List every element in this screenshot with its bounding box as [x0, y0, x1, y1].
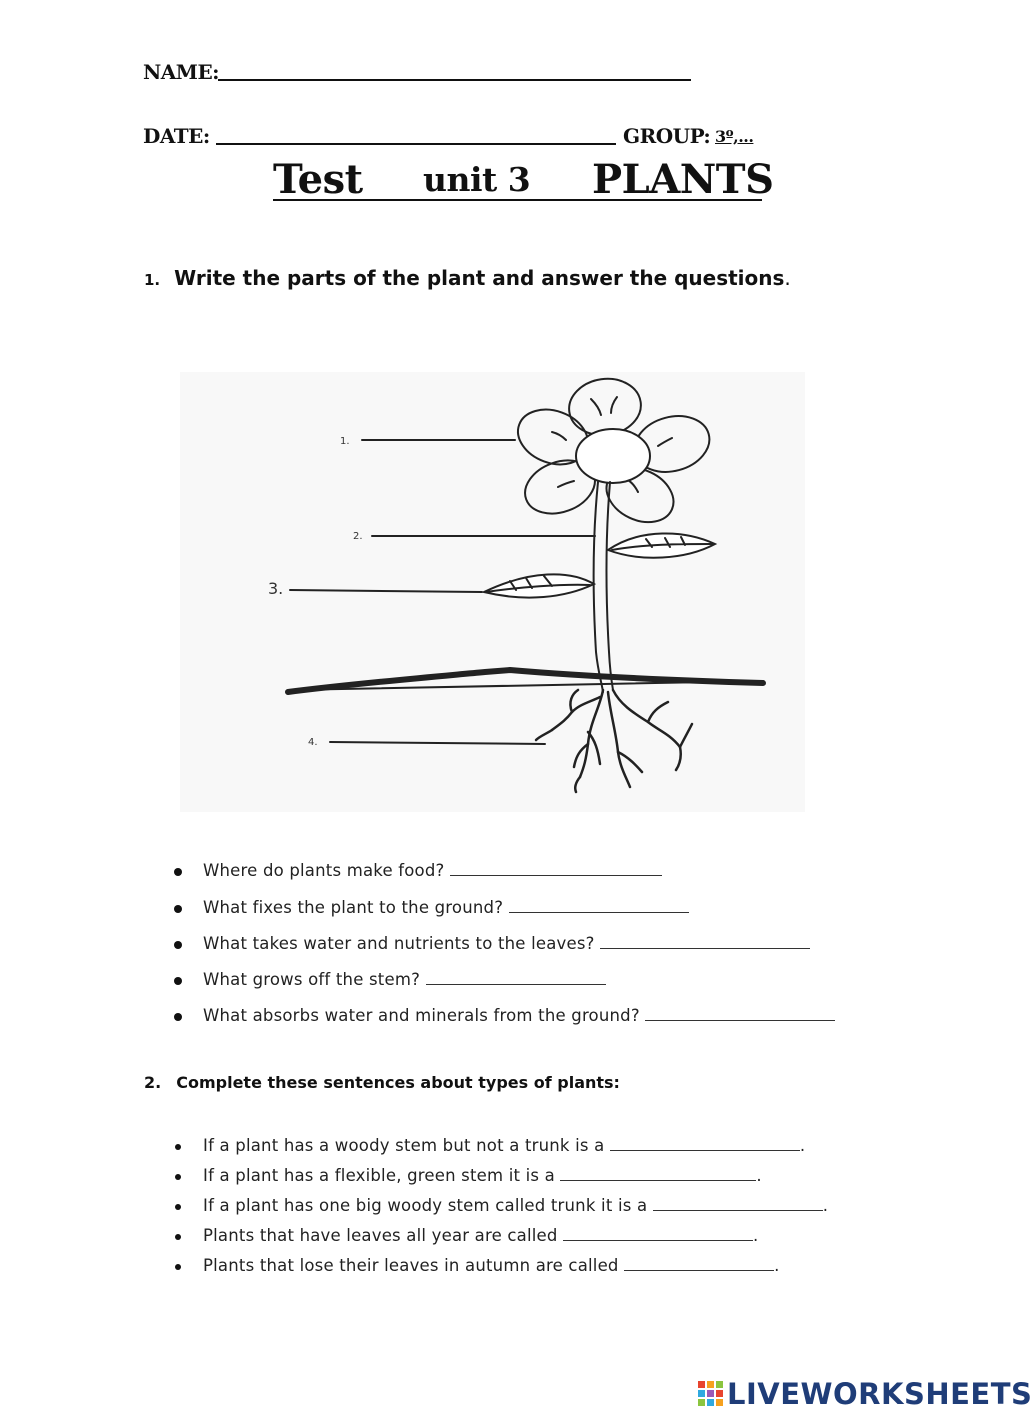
title-test: Test: [273, 156, 363, 203]
list-item: [170, 1136, 828, 1155]
diagram-label-3: 3.: [268, 579, 284, 598]
answer-blank[interactable]: [509, 898, 689, 913]
answer-blank[interactable]: [653, 1196, 823, 1211]
sentence-end: .: [822, 1196, 829, 1215]
sentence-end: .: [774, 1256, 780, 1275]
question-text: Where do plants make food?: [203, 861, 445, 880]
answer-blank[interactable]: [645, 1006, 835, 1021]
list-item: [170, 1006, 835, 1025]
answer-blank[interactable]: [563, 1226, 753, 1241]
sentence-end: .: [756, 1166, 762, 1185]
diagram-label-4: 4.: [308, 737, 318, 748]
list-item: [170, 861, 835, 880]
list-item: [170, 1196, 828, 1215]
group-label: GROUP:: [623, 124, 711, 148]
name-field[interactable]: [218, 79, 691, 81]
diagram-label-1: 1.: [340, 436, 350, 447]
question-2-text: Complete these sentences about types of plants:: [176, 1073, 620, 1092]
answer-blank[interactable]: [600, 934, 810, 949]
title-plants: PLANTS: [592, 156, 774, 203]
title-underline: [273, 199, 762, 201]
flower-center: [576, 429, 650, 483]
sentence-text: Plants that lose their leaves in autumn are called: [203, 1256, 619, 1275]
liveworksheets-logo: [697, 1377, 1032, 1411]
question-1-list: [170, 861, 835, 1025]
plant-diagram: [180, 372, 805, 812]
diagram-label-2: 2.: [353, 531, 363, 542]
answer-blank[interactable]: [450, 861, 662, 876]
name-label: NAME:: [143, 60, 220, 84]
title-unit: unit 3: [423, 160, 531, 199]
answer-blank[interactable]: [610, 1136, 800, 1151]
logo-icon: [697, 1380, 725, 1408]
list-item: [170, 898, 835, 917]
sentence-end: .: [799, 1136, 806, 1155]
sentence-text: If a plant has a flexible, green stem it is a: [203, 1166, 555, 1185]
sentence-text: Plants that have leaves all year are called: [203, 1226, 558, 1245]
sentence-end: .: [753, 1226, 759, 1245]
list-item: [170, 934, 835, 953]
question-2-heading: [144, 1073, 620, 1092]
list-item: [170, 1226, 828, 1245]
question-1-period: .: [784, 266, 791, 290]
question-2-number: 2.: [144, 1073, 162, 1092]
list-item: [170, 1256, 828, 1275]
question-text: What fixes the plant to the ground?: [203, 898, 504, 917]
sentence-text: If a plant has one big woody stem called trunk it is a: [203, 1196, 648, 1215]
question-1-text: Write the parts of the plant and answer the questions: [174, 266, 785, 290]
question-text: What grows off the stem?: [203, 970, 421, 989]
group-value: 3º,...: [715, 127, 754, 146]
answer-blank[interactable]: [624, 1256, 774, 1271]
date-field[interactable]: [216, 143, 616, 145]
sentence-text: If a plant has a woody stem but not a trunk is a: [203, 1136, 605, 1155]
question-text: What takes water and nutrients to the leaves?: [203, 934, 595, 953]
logo-text: LIVEWORKSHEETS: [727, 1377, 1032, 1411]
list-item: [170, 1166, 828, 1185]
date-label: DATE:: [143, 124, 210, 148]
question-text: What absorbs water and minerals from the ground?: [203, 1006, 640, 1025]
question-2-list: [170, 1136, 828, 1275]
answer-blank[interactable]: [426, 970, 606, 985]
question-1-heading: [144, 266, 791, 290]
answer-blank[interactable]: [560, 1166, 756, 1181]
question-1-number: 1.: [144, 271, 161, 289]
list-item: [170, 970, 835, 989]
